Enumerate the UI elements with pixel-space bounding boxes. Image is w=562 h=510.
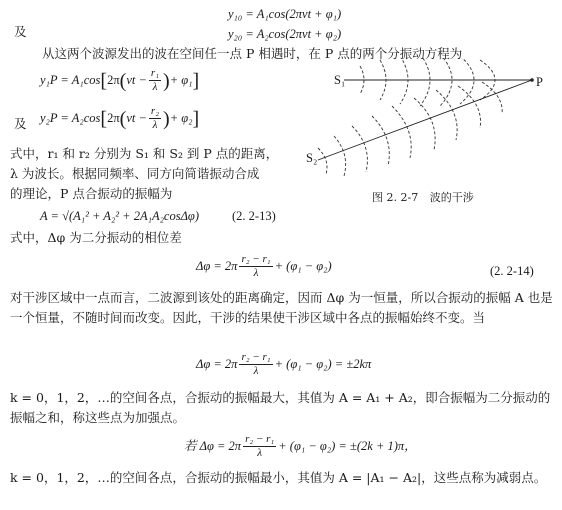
frac-num: r₂ − r₁ [241, 253, 271, 265]
eq-min-condition [184, 434, 417, 459]
fraction-r2-r1 [239, 254, 272, 279]
intro-line: 从这两个波源发出的波在空间任一点 P 相遇时，在 P 点的两个分振动方程为 [42, 46, 463, 61]
caption-text: 波的干涉 [429, 191, 474, 204]
eq-y1p-lhs: y₁P = A₁cos [40, 73, 101, 88]
fraction-r2-r1 [243, 434, 276, 459]
two-pi: 2π [107, 73, 120, 88]
paragraph-constant-amplitude: 对干涉区域中一点而言，二波源到该处的距离确定，因而 Δφ 为一恒量，所以合振动的振幅 A 也是一个恒量，不随时间而改变。因此，干涉的结果使干涉区域中各点的振幅始终不变。当 [10, 290, 553, 325]
eq-number-2-2-14: (2. 2-14) [490, 264, 534, 278]
and-label-2: 及 [14, 116, 27, 131]
wavefront-s2 [414, 98, 435, 150]
nu-t: νt − [126, 73, 147, 88]
wavefront-s1 [420, 58, 430, 106]
point-p [530, 78, 534, 82]
eq-rest: + (φ₁ − φ₂) = ±2kπ [274, 357, 372, 372]
bracket-close: ] [192, 107, 200, 130]
wavefront-s2 [352, 126, 367, 172]
frac-num: r₂ − r₁ [241, 351, 271, 363]
frac-den: λ [253, 267, 259, 279]
eq-y20: y₂₀ = A₂cos(2πνt + φ₂) [228, 27, 342, 41]
nu-t: νt − [126, 111, 147, 126]
figure-caption [372, 192, 474, 203]
wavefront-s2 [334, 136, 346, 176]
paren-close: ) [163, 69, 170, 92]
bracket-open: [ [100, 69, 108, 92]
frac-den: λ [253, 365, 259, 377]
wavefront-s1 [440, 58, 452, 106]
fraction-r2 [149, 106, 161, 131]
wavefront-s1 [400, 58, 408, 104]
eq-y2p-lhs: y₂P = A₂cos [40, 111, 101, 126]
frac-num: r₂ [150, 105, 160, 117]
frac-den: λ [152, 119, 158, 131]
delta-intro: 式中，Δφ 为二分振动的相位差 [10, 230, 182, 245]
paren-open: ( [119, 107, 127, 130]
eq-y2p [40, 106, 199, 131]
eq-y2p-rest: + φ₂ [169, 111, 193, 126]
caption-number: 图 2. 2-7 [372, 191, 419, 204]
paragraph-strengthened-points: k = 0，1，2，…的空间各点，合振动的振幅最大，其值为 A = A₁ + A₂，即合振幅为二分振动的振幅之和，称这些点为加强点。 [10, 390, 551, 425]
eq-number-2-2-13: (2. 2-13) [232, 209, 276, 223]
eq-amplitude: A = √(A₁² + A₂² + 2A₁A₂cosΔφ) [40, 209, 200, 223]
eq-y1p-rest: + φ₁ [169, 73, 193, 88]
eq-lhs: Δφ = 2π [196, 259, 238, 274]
eq-lhs: 若 Δφ = 2π [184, 439, 242, 454]
body-line-3: 的理论，P 点合振动的振幅为 [10, 186, 173, 201]
eq-max-condition [196, 352, 371, 377]
paragraph-weakened-points: k = 0，1，2，…的空间各点，合振动的振幅最小，其值为 A = |A₁ − A₂|，这些点称为减弱点。 [10, 470, 547, 485]
label-s2: S₂ [306, 151, 318, 165]
two-pi: 2π [107, 111, 120, 126]
body-line-2: λ 为波长。根据同频率、同方向简谐振动合成 [10, 166, 260, 181]
wavefront-s2 [392, 106, 411, 158]
and-label-1: 及 [14, 24, 27, 39]
label-p: P [536, 75, 543, 89]
eq-y10: y₁₀ = A₁cos(2πνt + φ₁) [228, 7, 342, 21]
eq-y1p [40, 68, 199, 93]
wavefront-s2 [372, 116, 389, 166]
eq-delta-phi [196, 254, 332, 279]
ray-s2-p [318, 80, 532, 160]
paren-open: ( [119, 69, 127, 92]
paren-close: ) [163, 107, 170, 130]
frac-den: λ [257, 447, 263, 459]
wavefront-s2 [458, 86, 481, 128]
eq-lhs: Δφ = 2π [196, 357, 238, 372]
body-line-1: 式中，r₁ 和 r₂ 分别为 S₁ 和 S₂ 到 P 点的距离， [10, 146, 279, 161]
wavefront-s2 [318, 148, 327, 174]
eq-rest: + (φ₁ − φ₂) [274, 259, 332, 274]
label-s1: S₁ [334, 73, 346, 87]
frac-num: r₂ − r₁ [245, 433, 275, 445]
eq-rest: + (φ₁ − φ₂) = ±(2k + 1)π， [278, 439, 417, 454]
wavefront-s1 [460, 58, 474, 104]
frac-num: r₁ [150, 67, 160, 79]
bracket-close: ] [192, 69, 200, 92]
fraction-r2-r1 [239, 352, 272, 377]
fraction-r1 [149, 68, 161, 93]
frac-den: λ [152, 81, 158, 93]
bracket-open: [ [100, 107, 108, 130]
